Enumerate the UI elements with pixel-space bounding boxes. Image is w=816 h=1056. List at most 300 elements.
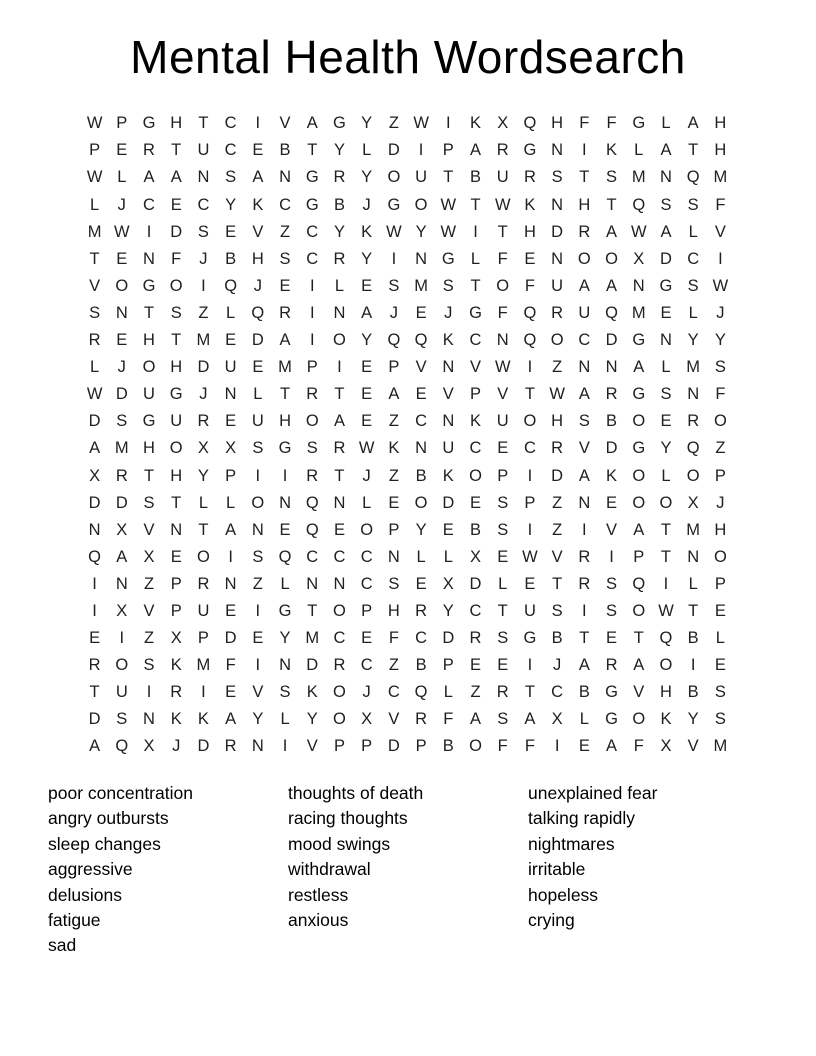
grid-cell: R [333,168,346,187]
word-list-item: racing thoughts [288,808,408,829]
grid-cell: U [551,276,564,295]
grid-cell: A [279,331,291,350]
grid-cell: S [606,601,618,620]
grid-cell: O [632,412,646,431]
grid-cell: X [143,547,155,566]
grid-cell: C [578,331,591,350]
grid-cell: P [388,520,400,539]
grid-cell: P [497,466,509,485]
grid-cell: S [497,493,509,512]
grid-cell: L [688,574,698,593]
grid-cell: U [442,439,455,458]
grid-cell: T [280,385,291,404]
grid-cell: R [170,683,183,702]
grid-cell: I [391,249,397,268]
grid-cell: I [527,520,533,539]
grid-cell: W [440,195,457,214]
grid-cell: Y [361,114,373,133]
grid-cell: O [550,331,564,350]
grid-cell: J [716,303,725,322]
grid-cell: P [333,737,345,756]
word-list-item: crying [528,910,575,931]
grid-cell: O [333,683,346,702]
grid-cell: Y [714,331,726,350]
grid-cell: Y [415,222,427,241]
grid-cell: T [470,195,481,214]
grid-cell: W [658,601,674,620]
grid-cell: Q [632,195,646,214]
grid-cell: N [279,656,292,675]
grid-cell: W [114,222,130,241]
grid-cell: R [551,303,564,322]
grid-cell: Y [225,195,237,214]
grid-cell: P [89,141,101,160]
grid-cell: Q [659,629,673,648]
grid-cell: N [251,520,264,539]
grid-cell: I [582,520,587,539]
grid-cell: F [388,629,399,648]
grid-cell: E [415,574,427,593]
grid-cell: X [170,629,182,648]
grid-cell: E [415,385,427,404]
grid-cell: W [413,114,429,133]
grid-cell: K [470,114,482,133]
grid-cell: N [660,168,672,187]
grid-cell: C [224,141,237,160]
grid-cell: E [497,547,509,566]
grid-cell: Z [388,412,399,431]
grid-cell: U [170,412,183,431]
word-list-item: withdrawal [288,859,371,880]
grid-cell: I [92,574,97,593]
grid-cell: W [630,222,647,241]
grid-cell: D [660,249,672,268]
grid-cell: T [171,331,182,350]
grid-cell: Q [523,114,537,133]
grid-cell: B [415,656,427,675]
grid-cell: X [89,466,101,485]
grid-cell: I [309,276,315,295]
grid-cell: U [197,601,210,620]
grid-cell: H [578,195,591,214]
grid-cell: W [358,439,375,458]
grid-cell: A [660,222,672,241]
grid-cell: G [142,412,156,431]
grid-cell: N [496,331,509,350]
grid-cell: D [88,412,101,431]
grid-cell: E [714,656,726,675]
grid-cell: Q [387,331,401,350]
grid-cell: G [605,683,618,702]
grid-cell: N [333,303,346,322]
word-list-item: delusions [48,884,122,905]
grid-cell: B [687,683,699,702]
grid-cell: W [86,114,103,133]
grid-cell: C [469,601,482,620]
grid-cell: N [687,385,700,404]
grid-cell: O [333,710,346,729]
grid-cell: F [171,249,182,268]
grid-cell: P [714,466,726,485]
grid-cell: R [333,439,346,458]
grid-cell: Y [197,466,209,485]
grid-cell: P [524,493,536,512]
grid-cell: N [442,412,455,431]
grid-cell: M [414,276,428,295]
grid-cell: Q [224,276,238,295]
grid-cell: D [197,737,210,756]
grid-cell: F [715,385,726,404]
grid-cell: S [714,358,726,377]
grid-cell: T [552,574,563,593]
grid-cell: N [578,358,591,377]
grid-cell: F [633,737,644,756]
grid-cell: T [524,683,535,702]
grid-cell: L [661,114,671,133]
grid-cell: U [415,168,428,187]
grid-cell: W [549,385,565,404]
grid-cell: C [469,331,482,350]
grid-cell: N [143,710,155,729]
grid-cell: E [578,737,590,756]
grid-cell: M [713,737,728,756]
grid-cell: T [334,385,345,404]
grid-cell: H [714,520,727,539]
grid-cell: T [579,168,590,187]
grid-cell: N [115,303,128,322]
grid-cell: S [143,656,155,675]
grid-cell: B [470,168,482,187]
grid-cell: C [360,574,373,593]
grid-cell: L [362,493,372,512]
grid-cell: C [687,249,700,268]
grid-cell: M [305,629,320,648]
grid-cell: L [579,710,589,729]
grid-cell: K [660,710,672,729]
grid-cell: C [469,439,482,458]
grid-cell: R [469,629,482,648]
grid-cell: S [89,303,101,322]
grid-cell: O [713,412,727,431]
grid-cell: T [688,601,699,620]
grid-cell: Z [252,574,263,593]
grid-cell: S [252,547,264,566]
grid-cell: Y [660,439,672,458]
grid-cell: B [279,141,291,160]
grid-cell: E [524,574,536,593]
grid-cell: E [606,629,618,648]
grid-cell: M [686,520,701,539]
grid-cell: O [142,358,156,377]
grid-cell: O [115,656,129,675]
grid-cell: Z [552,493,563,512]
grid-cell: A [333,412,345,431]
grid-cell: G [278,601,292,620]
grid-cell: S [279,683,291,702]
grid-cell: E [225,222,237,241]
grid-cell: G [278,439,292,458]
grid-cell: V [415,358,427,377]
grid-cell: Y [306,710,318,729]
grid-cell: F [497,249,508,268]
grid-cell: F [497,737,508,756]
grid-cell: X [225,439,237,458]
word-list-item: anxious [288,910,349,931]
grid-cell: Q [632,574,646,593]
grid-cell: Q [414,331,428,350]
grid-cell: P [361,737,373,756]
grid-cell: G [632,331,646,350]
grid-cell: V [470,358,482,377]
grid-cell: N [306,574,319,593]
grid-cell: H [170,466,183,485]
grid-cell: O [115,276,129,295]
grid-cell: E [225,683,237,702]
grid-cell: L [280,710,290,729]
grid-cell: T [497,601,508,620]
grid-cell: X [470,547,482,566]
grid-cell: K [197,710,209,729]
grid-cell: I [527,466,533,485]
grid-cell: F [443,710,454,729]
grid-cell: A [143,168,155,187]
grid-cell: Y [333,141,345,160]
grid-cell: P [361,601,373,620]
grid-cell: C [306,547,319,566]
grid-cell: X [660,737,672,756]
grid-cell: A [361,303,373,322]
grid-cell: I [446,114,451,133]
grid-cell: S [388,276,400,295]
grid-cell: R [496,141,509,160]
grid-cell: O [713,547,727,566]
grid-cell: C [360,656,373,675]
grid-cell: G [469,303,482,322]
grid-cell: V [89,276,101,295]
grid-cell: G [169,385,183,404]
grid-cell: R [578,547,591,566]
grid-cell: D [88,493,101,512]
grid-cell: A [306,114,318,133]
grid-cell: Y [252,710,264,729]
grid-cell: C [387,683,400,702]
grid-cell: H [551,114,564,133]
grid-cell: Q [305,493,319,512]
grid-cell: W [494,195,511,214]
grid-cell: I [582,141,587,160]
grid-cell: C [306,222,319,241]
grid-cell: U [523,601,536,620]
grid-cell: S [388,574,400,593]
grid-cell: C [224,114,237,133]
grid-cell: U [578,303,591,322]
grid-cell: Q [115,737,129,756]
grid-cell: Z [280,222,291,241]
grid-cell: V [252,222,264,241]
grid-cell: Q [605,303,618,322]
grid-cell: K [306,683,318,702]
grid-cell: E [170,547,182,566]
grid-cell: G [142,276,156,295]
grid-cell: T [443,168,454,187]
grid-cell: L [253,385,263,404]
grid-cell: I [309,303,315,322]
grid-cell: A [606,276,618,295]
grid-cell: A [524,710,536,729]
grid-cell: K [442,331,454,350]
grid-cell: I [255,601,261,620]
grid-cell: E [497,656,509,675]
grid-cell: T [198,520,209,539]
grid-cell: D [551,222,564,241]
grid-cell: R [306,385,319,404]
word-list-item: sleep changes [48,833,161,854]
grid-cell: A [633,358,645,377]
grid-cell: O [387,168,401,187]
grid-cell: C [333,629,346,648]
grid-cell: N [88,520,101,539]
grid-cell: L [688,303,698,322]
grid-cell: C [360,547,373,566]
grid-cell: J [716,493,725,512]
grid-cell: Y [687,331,699,350]
grid-cell: S [497,520,509,539]
grid-cell: Z [470,683,481,702]
grid-cell: F [524,276,535,295]
grid-cell: E [361,358,373,377]
grid-cell: M [631,303,646,322]
grid-cell: E [361,385,373,404]
word-list-item: aggressive [48,859,133,880]
grid-cell: H [251,249,264,268]
grid-cell: X [116,520,128,539]
grid-cell: V [442,385,454,404]
grid-cell: S [252,439,264,458]
grid-cell: L [117,168,127,187]
grid-cell: E [524,249,536,268]
grid-cell: I [201,276,206,295]
grid-cell: H [523,222,536,241]
grid-cell: P [415,737,427,756]
grid-cell: V [252,683,264,702]
grid-cell: Z [143,629,155,648]
grid-cell: R [415,601,428,620]
grid-cell: M [196,656,211,675]
grid-cell: J [553,656,562,675]
grid-cell: N [442,358,455,377]
grid-cell: K [524,195,536,214]
grid-cell: U [496,412,509,431]
grid-cell: Z [143,574,155,593]
grid-cell: P [225,466,237,485]
grid-cell: T [688,141,699,160]
grid-cell: I [146,683,152,702]
grid-cell: C [415,412,428,431]
grid-cell: D [442,493,455,512]
grid-cell: O [496,276,510,295]
grid-cell: S [660,195,672,214]
grid-cell: O [305,412,319,431]
grid-cell: O [632,710,646,729]
grid-cell: R [224,737,237,756]
grid-cell: D [88,710,101,729]
grid-cell: K [361,222,373,241]
grid-cell: I [663,574,669,593]
grid-cell: E [442,520,454,539]
grid-cell: C [415,629,428,648]
grid-cell: G [523,141,537,160]
grid-cell: I [582,601,587,620]
word-list-item: angry outbursts [48,808,169,829]
grid-cell: W [522,547,538,566]
grid-cell: N [551,195,564,214]
grid-cell: G [632,114,646,133]
grid-cell: N [170,520,183,539]
grid-cell: I [255,656,261,675]
grid-cell: A [470,141,482,160]
grid-cell: H [279,412,292,431]
grid-cell: O [169,276,183,295]
grid-cell: R [115,466,128,485]
grid-cell: T [660,520,672,539]
grid-cell: Q [414,683,428,702]
grid-cell: T [171,493,182,512]
grid-cell: A [660,141,672,160]
grid-cell: R [197,574,210,593]
grid-cell: J [362,683,371,702]
grid-cell: B [578,683,590,702]
grid-cell: L [226,303,236,322]
word-list-item: restless [288,884,349,905]
grid-cell: W [86,168,103,187]
word-list-item: nightmares [528,833,615,854]
grid-cell: X [197,439,209,458]
grid-cell: A [633,520,645,539]
grid-cell: V [279,114,291,133]
grid-cell: R [333,656,346,675]
grid-cell: Y [361,249,373,268]
grid-cell: O [197,547,210,566]
grid-cell: C [279,195,292,214]
grid-cell: N [632,276,645,295]
grid-cell: N [251,737,264,756]
grid-cell: L [280,574,290,593]
grid-cell: L [688,222,698,241]
word-list-item: mood swings [288,833,391,854]
grid-cell: D [251,331,264,350]
grid-cell: I [554,737,560,756]
grid-cell: A [89,439,101,458]
word-list-column [288,781,528,959]
grid-cell: P [197,629,209,648]
grid-cell: S [497,629,509,648]
grid-cell: N [415,249,428,268]
grid-cell: E [116,331,128,350]
grid-cell: V [714,222,726,241]
grid-cell: D [469,574,482,593]
grid-cell: K [388,439,400,458]
grid-cell: D [605,439,618,458]
grid-cell: Q [686,439,700,458]
grid-cell: Q [88,547,102,566]
grid-cell: I [255,114,261,133]
grid-cell: E [497,439,509,458]
grid-cell: T [660,547,672,566]
grid-cell: L [90,195,100,214]
grid-cell: P [170,574,182,593]
grid-cell: N [333,574,346,593]
grid-cell: T [89,249,100,268]
